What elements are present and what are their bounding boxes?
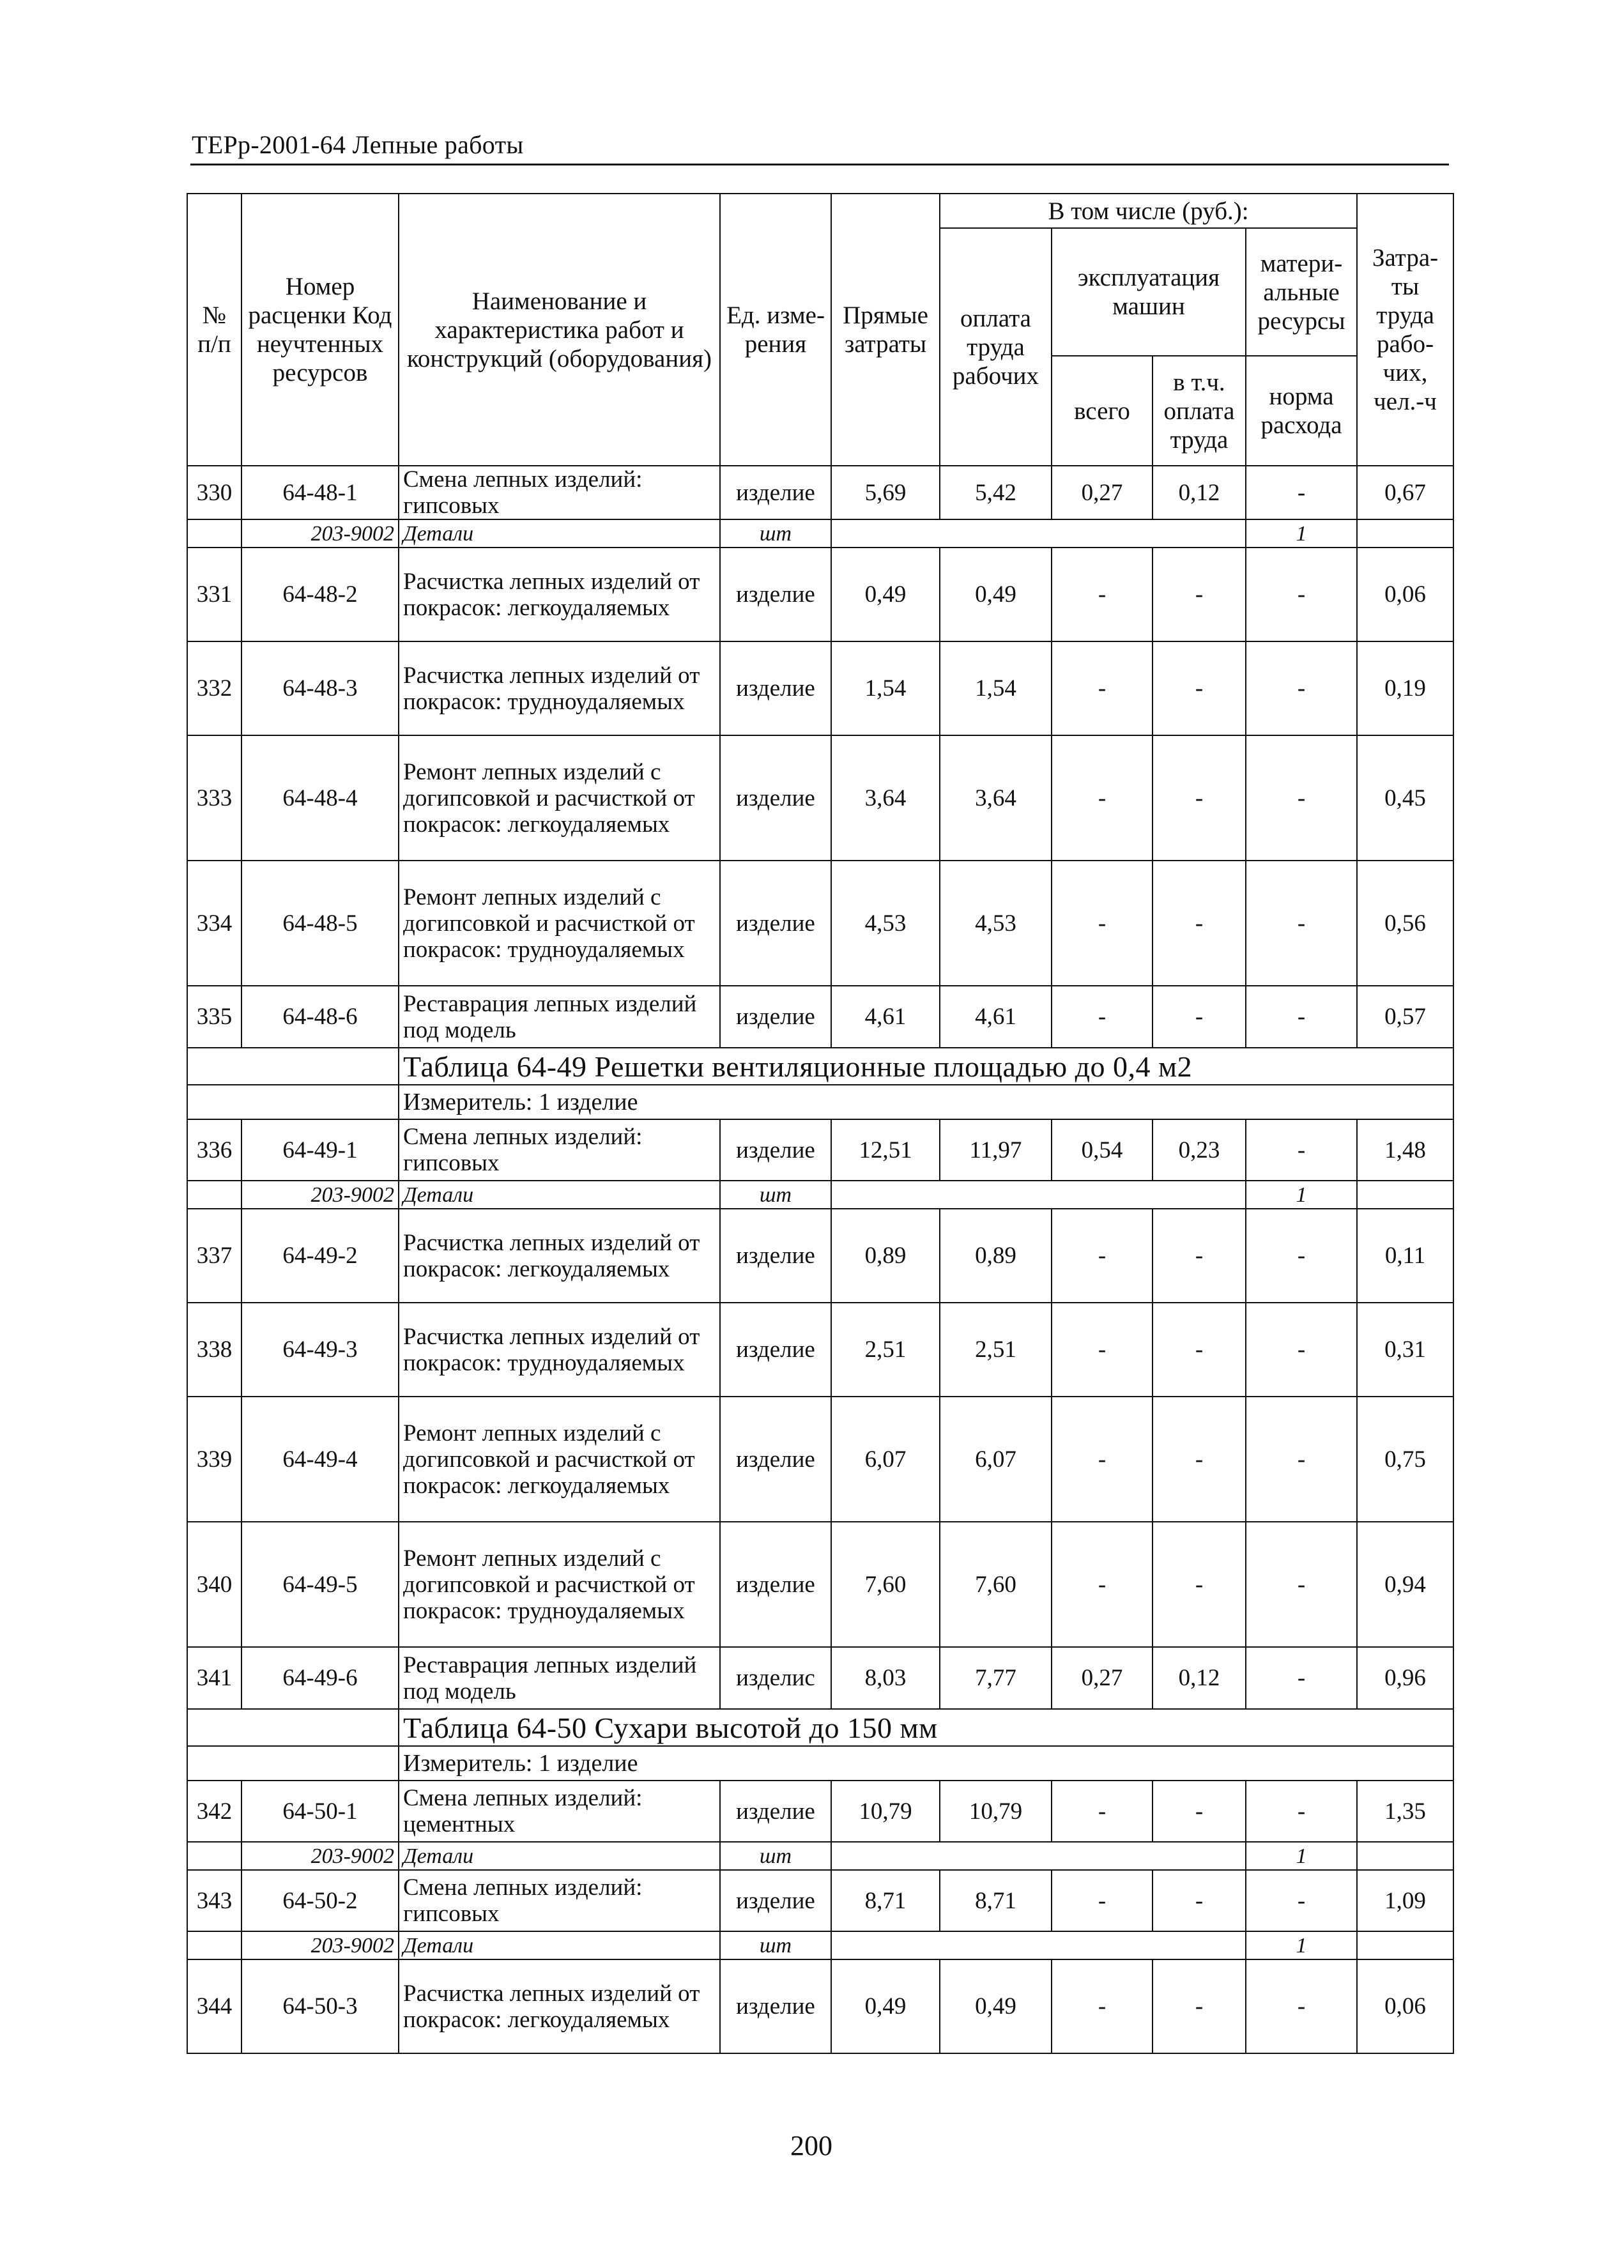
resource-code: 203-9002 [241,1181,399,1209]
table-row [187,641,1453,735]
work-name: Смена лепных изделий: гипсовых [399,466,720,519]
machine-wage: - [1153,1209,1246,1303]
table-row [187,1209,1453,1303]
wage-cost: 7,60 [940,1522,1052,1647]
empty-span [831,1931,1246,1959]
materials: - [1246,986,1357,1048]
resource-norm: 1 [1246,1931,1357,1959]
row-number: 343 [187,1870,241,1931]
resource-row [187,1842,1453,1870]
labor-hours: 0,94 [1357,1522,1453,1647]
resource-code: 203-9002 [241,519,399,548]
machine-total: 0,27 [1052,1647,1153,1709]
rate-code: 64-49-4 [241,1397,399,1522]
work-name: Смена лепных изделий: цементных [399,1781,720,1842]
table-body [187,466,1453,2053]
wage-cost: 8,71 [940,1870,1052,1931]
machine-total: - [1052,1781,1153,1842]
machine-total: - [1052,735,1153,861]
resource-row [187,1181,1453,1209]
table-row [187,548,1453,641]
empty-span [187,1048,399,1085]
row-number: 336 [187,1119,241,1181]
rate-code: 64-48-1 [241,466,399,519]
machine-total: 0,27 [1052,466,1153,519]
work-name: Смена лепных изделий: гипсовых [399,1119,720,1181]
materials: - [1246,735,1357,861]
wage-cost: 0,89 [940,1209,1052,1303]
unit: изделие [720,1397,831,1522]
machine-wage: - [1153,861,1246,986]
section-title-row [187,1048,1453,1085]
machine-wage: - [1153,1959,1246,2053]
direct-cost: 3,64 [831,735,940,861]
header-rule [190,164,1449,165]
unit: изделие [720,861,831,986]
empty-span [831,1181,1246,1209]
empty-cell [187,519,241,548]
table-row [187,1522,1453,1647]
table-row [187,1959,1453,2053]
table-row [187,1870,1453,1931]
row-number: 337 [187,1209,241,1303]
col-labor: Затра-ты труда рабо-чих, чел.-ч [1357,194,1453,466]
resource-name: Детали [399,1842,720,1870]
rates-table [187,193,1454,2054]
machine-total: - [1052,1959,1153,2053]
work-name: Расчистка лепных изделий от покрасок: трудноудаляемых [399,1303,720,1397]
resource-unit: шт [720,1181,831,1209]
unit: изделие [720,1303,831,1397]
rate-code: 64-50-3 [241,1959,399,2053]
direct-cost: 8,03 [831,1647,940,1709]
table-row [187,1647,1453,1709]
table-row [187,1397,1453,1522]
labor-hours: 0,56 [1357,861,1453,986]
labor-hours: 1,09 [1357,1870,1453,1931]
direct-cost: 0,49 [831,548,940,641]
machine-wage: 0,12 [1153,1647,1246,1709]
unit: изделие [720,466,831,519]
work-name: Ремонт лепных изделий с догипсовкой и расчисткой от покрасок: легкоудаляемых [399,735,720,861]
col-mach-wage: в т.ч. оплата труда [1153,356,1246,466]
col-wage: оплата труда рабочих [940,228,1052,466]
direct-cost: 7,60 [831,1522,940,1647]
materials: - [1246,1303,1357,1397]
measure-row [187,1746,1453,1781]
wage-cost: 4,61 [940,986,1052,1048]
table-row [187,466,1453,519]
resource-unit: шт [720,519,831,548]
rate-code: 64-48-3 [241,641,399,735]
empty-span [187,1746,399,1781]
section-title-row [187,1709,1453,1746]
labor-hours: 0,75 [1357,1397,1453,1522]
unit: изделие [720,641,831,735]
table-row [187,861,1453,986]
direct-cost: 8,71 [831,1870,940,1931]
materials: - [1246,1959,1357,2053]
unit: изделие [720,986,831,1048]
direct-cost: 1,54 [831,641,940,735]
machine-wage: 0,12 [1153,466,1246,519]
rate-code: 64-49-5 [241,1522,399,1647]
col-direct: Прямые затраты [831,194,940,466]
row-number: 344 [187,1959,241,2053]
machine-total: - [1052,1303,1153,1397]
machine-wage: - [1153,1522,1246,1647]
materials: - [1246,1781,1357,1842]
empty-span [187,1085,399,1119]
measure-row [187,1085,1453,1119]
row-number: 342 [187,1781,241,1842]
unit: изделие [720,1522,831,1647]
measure-label: Измеритель: 1 изделие [399,1085,1453,1119]
labor-hours: 1,35 [1357,1781,1453,1842]
wage-cost: 3,64 [940,735,1052,861]
labor-hours: 1,48 [1357,1119,1453,1181]
labor-hours: 0,11 [1357,1209,1453,1303]
unit: изделие [720,1119,831,1181]
table-row [187,986,1453,1048]
materials: - [1246,861,1357,986]
wage-cost: 2,51 [940,1303,1052,1397]
wage-cost: 10,79 [940,1781,1052,1842]
work-name: Реставрация лепных изделий под модель [399,1647,720,1709]
table-row [187,1303,1453,1397]
resource-code: 203-9002 [241,1842,399,1870]
unit: изделие [720,1209,831,1303]
resource-code: 203-9002 [241,1931,399,1959]
resource-row [187,1931,1453,1959]
table-header [187,194,1453,466]
unit: изделие [720,1959,831,2053]
resource-unit: шт [720,1842,831,1870]
machine-wage: - [1153,1870,1246,1931]
rate-code: 64-48-4 [241,735,399,861]
rate-code: 64-49-3 [241,1303,399,1397]
wage-cost: 11,97 [940,1119,1052,1181]
work-name: Расчистка лепных изделий от покрасок: легкоудаляемых [399,1209,720,1303]
materials: - [1246,641,1357,735]
resource-norm: 1 [1246,1842,1357,1870]
rate-code: 64-48-6 [241,986,399,1048]
materials: - [1246,1870,1357,1931]
wage-cost: 4,53 [940,861,1052,986]
materials: - [1246,1119,1357,1181]
resource-name: Детали [399,519,720,548]
empty-cell [1357,519,1453,548]
row-number: 338 [187,1303,241,1397]
machine-total: - [1052,1522,1153,1647]
resource-row [187,519,1453,548]
labor-hours: 0,06 [1357,548,1453,641]
machine-total: - [1052,1209,1153,1303]
col-name: Наименование и характеристика работ и конструкций (оборудования) [399,194,720,466]
machine-wage: - [1153,1303,1246,1397]
wage-cost: 0,49 [940,1959,1052,2053]
table-row [187,735,1453,861]
empty-cell [1357,1931,1453,1959]
machine-wage: - [1153,1781,1246,1842]
machine-total: - [1052,548,1153,641]
unit: изделие [720,735,831,861]
unit: изделис [720,1647,831,1709]
rate-code: 64-50-1 [241,1781,399,1842]
materials: - [1246,466,1357,519]
section-title: Таблица 64-50 Сухари высотой до 150 мм [399,1709,1453,1746]
work-name: Ремонт лепных изделий с догипсовкой и расчисткой от покрасок: трудноудаляемых [399,1522,720,1647]
table-row [187,1781,1453,1842]
row-number: 339 [187,1397,241,1522]
machine-total: - [1052,986,1153,1048]
wage-cost: 6,07 [940,1397,1052,1522]
work-name: Смена лепных изделий: гипсовых [399,1870,720,1931]
col-mat-norm: норма расхода [1246,356,1357,466]
col-machines: эксплуатация машин [1052,228,1246,356]
row-number: 341 [187,1647,241,1709]
empty-cell [187,1842,241,1870]
resource-norm: 1 [1246,519,1357,548]
work-name: Реставрация лепных изделий под модель [399,986,720,1048]
work-name: Расчистка лепных изделий от покрасок: легкоудаляемых [399,1959,720,2053]
machine-total: 0,54 [1052,1119,1153,1181]
page-number: 200 [790,2130,832,2161]
direct-cost: 2,51 [831,1303,940,1397]
wage-cost: 5,42 [940,466,1052,519]
direct-cost: 12,51 [831,1119,940,1181]
empty-cell [1357,1842,1453,1870]
unit: изделие [720,1870,831,1931]
measure-label: Измеритель: 1 изделие [399,1746,1453,1781]
empty-span [831,519,1246,548]
col-including: В том числе (руб.): [940,194,1357,228]
machine-wage: - [1153,1397,1246,1522]
row-number: 330 [187,466,241,519]
machine-total: - [1052,641,1153,735]
labor-hours: 0,67 [1357,466,1453,519]
row-number: 331 [187,548,241,641]
machine-wage: 0,23 [1153,1119,1246,1181]
row-number: 340 [187,1522,241,1647]
rate-code: 64-49-2 [241,1209,399,1303]
empty-cell [187,1931,241,1959]
wage-cost: 0,49 [940,548,1052,641]
materials: - [1246,1522,1357,1647]
resource-name: Детали [399,1181,720,1209]
direct-cost: 6,07 [831,1397,940,1522]
col-num: № п/п [187,194,241,466]
rate-code: 64-48-2 [241,548,399,641]
rate-code: 64-48-5 [241,861,399,986]
rate-code: 64-49-6 [241,1647,399,1709]
machine-total: - [1052,1397,1153,1522]
machine-wage: - [1153,735,1246,861]
materials: - [1246,548,1357,641]
direct-cost: 4,61 [831,986,940,1048]
direct-cost: 5,69 [831,466,940,519]
resource-unit: шт [720,1931,831,1959]
unit: изделие [720,548,831,641]
work-name: Ремонт лепных изделий с догипсовкой и расчисткой от покрасок: легкоудаляемых [399,1397,720,1522]
machine-total: - [1052,1870,1153,1931]
materials: - [1246,1397,1357,1522]
rate-code: 64-49-1 [241,1119,399,1181]
labor-hours: 0,31 [1357,1303,1453,1397]
labor-hours: 0,96 [1357,1647,1453,1709]
row-number: 333 [187,735,241,861]
machine-total: - [1052,861,1153,986]
wage-cost: 1,54 [940,641,1052,735]
direct-cost: 4,53 [831,861,940,986]
machine-wage: - [1153,641,1246,735]
labor-hours: 0,19 [1357,641,1453,735]
page-header: ТЕРр-2001-64 Лепные работы [192,130,524,159]
wage-cost: 7,77 [940,1647,1052,1709]
section-title: Таблица 64-49 Решетки вентиляционные площадью до 0,4 м2 [399,1048,1453,1085]
col-mach-total: всего [1052,356,1153,466]
labor-hours: 0,45 [1357,735,1453,861]
table-row [187,1119,1453,1181]
machine-wage: - [1153,548,1246,641]
work-name: Ремонт лепных изделий с догипсовкой и расчисткой от покрасок: трудноудаляемых [399,861,720,986]
direct-cost: 0,89 [831,1209,940,1303]
unit: изделие [720,1781,831,1842]
resource-norm: 1 [1246,1181,1357,1209]
col-unit: Ед. изме-рения [720,194,831,466]
empty-span [187,1709,399,1746]
direct-cost: 10,79 [831,1781,940,1842]
labor-hours: 0,06 [1357,1959,1453,2053]
col-code: Номер расценки Код неучтенных ресурсов [241,194,399,466]
row-number: 332 [187,641,241,735]
labor-hours: 0,57 [1357,986,1453,1048]
work-name: Расчистка лепных изделий от покрасок: легкоудаляемых [399,548,720,641]
empty-cell [187,1181,241,1209]
rate-code: 64-50-2 [241,1870,399,1931]
materials: - [1246,1647,1357,1709]
row-number: 334 [187,861,241,986]
row-number: 335 [187,986,241,1048]
materials: - [1246,1209,1357,1303]
empty-cell [1357,1181,1453,1209]
work-name: Расчистка лепных изделий от покрасок: трудноудаляемых [399,641,720,735]
machine-wage: - [1153,986,1246,1048]
col-materials: матери-альные ресурсы [1246,228,1357,356]
empty-span [831,1842,1246,1870]
direct-cost: 0,49 [831,1959,940,2053]
resource-name: Детали [399,1931,720,1959]
